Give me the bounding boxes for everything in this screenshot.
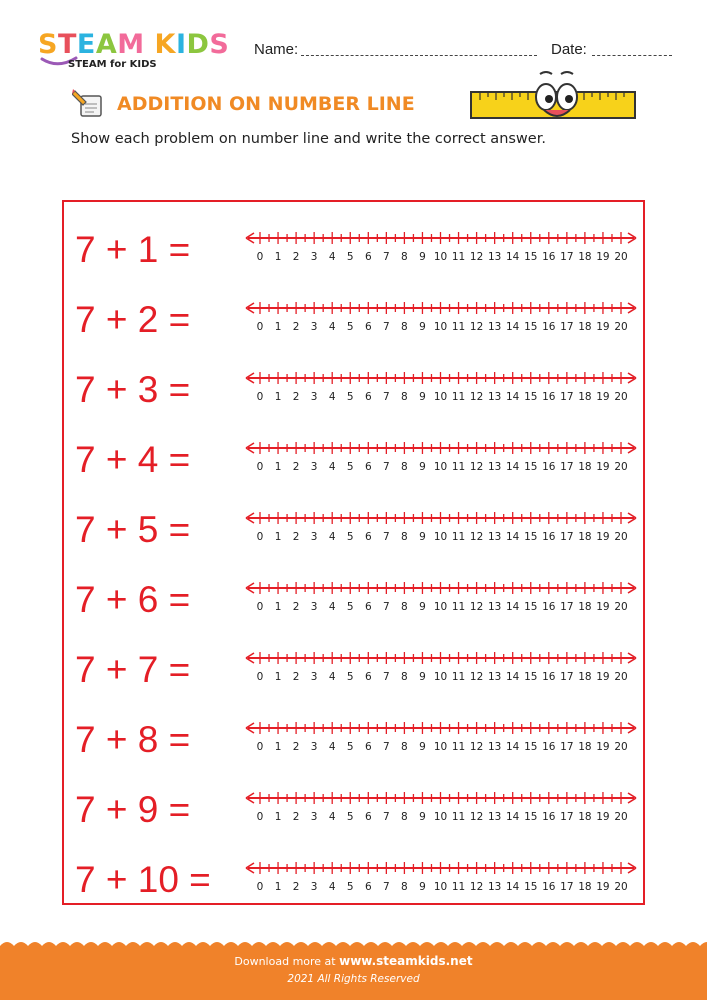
footer-wave-band bbox=[0, 938, 707, 1000]
number-line-label: 17 bbox=[560, 321, 574, 333]
instructions-text: Show each problem on number line and write the correct answer. bbox=[71, 131, 546, 147]
number-line-label: 20 bbox=[614, 531, 628, 543]
number-line-label: 17 bbox=[560, 881, 574, 893]
number-line-label: 9 bbox=[419, 601, 426, 613]
date-label: Date: bbox=[551, 41, 587, 58]
number-line-label: 20 bbox=[614, 811, 628, 823]
number-line-label: 19 bbox=[596, 461, 610, 473]
number-line-label: 8 bbox=[401, 881, 408, 893]
number-line[interactable] bbox=[244, 788, 639, 828]
number-line-label: 19 bbox=[596, 391, 610, 403]
number-line-label: 4 bbox=[328, 671, 336, 683]
number-line-label: 13 bbox=[487, 461, 502, 473]
number-line-label: 5 bbox=[346, 321, 354, 333]
footer-copyright: 2021 All Rights Reserved bbox=[287, 973, 420, 985]
number-line-label: 8 bbox=[401, 461, 408, 473]
number-line-label: 13 bbox=[487, 671, 502, 683]
number-line-label: 19 bbox=[596, 321, 610, 333]
number-line-label: 18 bbox=[578, 741, 592, 753]
number-line-label: 2 bbox=[292, 461, 300, 473]
number-line-label: 2 bbox=[292, 251, 300, 263]
logo-tagline: STEAM for KIDS bbox=[68, 59, 157, 70]
number-line-label: 13 bbox=[487, 251, 502, 263]
number-line-label: 11 bbox=[451, 321, 466, 333]
number-line-label: 17 bbox=[560, 461, 574, 473]
number-line-label: 15 bbox=[524, 601, 538, 613]
number-line-label: 10 bbox=[433, 391, 448, 403]
number-line[interactable] bbox=[244, 438, 639, 478]
smiling-ruler-icon bbox=[470, 70, 636, 126]
number-line-label: 7 bbox=[383, 531, 390, 543]
number-line[interactable] bbox=[244, 648, 639, 688]
number-line-label: 0 bbox=[256, 461, 264, 473]
number-line-label: 9 bbox=[419, 811, 426, 823]
addition-problem: 7 + 9 = bbox=[75, 789, 191, 830]
number-line-label: 1 bbox=[274, 251, 282, 263]
number-line-label: 13 bbox=[487, 811, 502, 823]
number-line-label: 19 bbox=[596, 881, 610, 893]
addition-problem: 7 + 5 = bbox=[75, 509, 191, 550]
number-line-label: 5 bbox=[346, 531, 354, 543]
number-line-label: 8 bbox=[401, 321, 408, 333]
number-line-label: 14 bbox=[506, 391, 520, 403]
number-line-label: 15 bbox=[524, 671, 538, 683]
number-line-label: 13 bbox=[487, 391, 502, 403]
number-line-label: 4 bbox=[328, 321, 336, 333]
number-line-label: 16 bbox=[542, 321, 556, 333]
addition-problem: 7 + 2 = bbox=[75, 299, 191, 340]
number-line-label: 6 bbox=[364, 881, 372, 893]
number-line-label: 1 bbox=[274, 531, 282, 543]
number-line-label: 14 bbox=[506, 811, 520, 823]
addition-problem: 7 + 10 = bbox=[75, 859, 211, 900]
number-line-label: 9 bbox=[419, 671, 426, 683]
number-line-label: 19 bbox=[596, 531, 610, 543]
number-line-label: 18 bbox=[578, 461, 592, 473]
number-line-label: 12 bbox=[469, 741, 484, 753]
number-line-label: 19 bbox=[596, 601, 610, 613]
number-line-label: 5 bbox=[346, 881, 354, 893]
number-line-label: 17 bbox=[560, 531, 574, 543]
number-line-label: 7 bbox=[383, 741, 390, 753]
number-line-label: 12 bbox=[469, 671, 484, 683]
number-line-label: 11 bbox=[451, 531, 466, 543]
number-line-label: 0 bbox=[256, 671, 264, 683]
number-line-label: 1 bbox=[274, 321, 282, 333]
number-line-label: 11 bbox=[451, 811, 466, 823]
logo-letter: D bbox=[186, 29, 210, 60]
number-line-label: 19 bbox=[596, 251, 610, 263]
number-line-label: 17 bbox=[560, 741, 574, 753]
number-line-label: 7 bbox=[383, 391, 390, 403]
number-line-label: 7 bbox=[383, 601, 390, 613]
number-line-label: 14 bbox=[506, 251, 520, 263]
number-line-label: 20 bbox=[614, 601, 628, 613]
number-line-label: 20 bbox=[614, 251, 628, 263]
number-line-label: 1 bbox=[274, 391, 282, 403]
number-line-label: 15 bbox=[524, 811, 538, 823]
number-line-label: 6 bbox=[364, 321, 372, 333]
number-line[interactable] bbox=[244, 368, 639, 408]
number-line-label: 10 bbox=[433, 461, 448, 473]
addition-problem: 7 + 1 = bbox=[75, 229, 191, 270]
number-line-label: 2 bbox=[292, 391, 300, 403]
number-line-label: 10 bbox=[433, 251, 448, 263]
number-line-label: 18 bbox=[578, 251, 592, 263]
number-line-label: 18 bbox=[578, 601, 592, 613]
number-line-label: 14 bbox=[506, 881, 520, 893]
addition-problem: 7 + 4 = bbox=[75, 439, 191, 480]
number-line-label: 3 bbox=[310, 531, 318, 543]
number-line-label: 6 bbox=[364, 391, 372, 403]
number-line-label: 20 bbox=[614, 671, 628, 683]
number-line-label: 11 bbox=[451, 881, 466, 893]
number-line-label: 15 bbox=[524, 741, 538, 753]
number-line-label: 9 bbox=[419, 741, 426, 753]
name-label: Name: bbox=[254, 41, 299, 58]
number-line-label: 4 bbox=[328, 811, 336, 823]
number-line-label: 17 bbox=[560, 251, 574, 263]
number-line-label: 18 bbox=[578, 321, 592, 333]
number-line-label: 6 bbox=[364, 601, 372, 613]
number-line-label: 4 bbox=[328, 391, 336, 403]
number-line-label: 2 bbox=[292, 531, 300, 543]
number-line-label: 15 bbox=[524, 461, 538, 473]
number-line-label: 0 bbox=[256, 601, 264, 613]
number-line-label: 1 bbox=[274, 601, 282, 613]
number-line-label: 16 bbox=[542, 881, 556, 893]
number-line-label: 12 bbox=[469, 251, 484, 263]
number-line-label: 11 bbox=[451, 671, 466, 683]
number-line-label: 1 bbox=[274, 461, 282, 473]
footer bbox=[0, 938, 707, 1000]
number-line-label: 16 bbox=[542, 251, 556, 263]
number-line-label: 7 bbox=[383, 881, 390, 893]
number-line-label: 19 bbox=[596, 741, 610, 753]
number-line-label: 9 bbox=[419, 881, 426, 893]
number-line[interactable] bbox=[244, 578, 639, 618]
number-line-label: 15 bbox=[524, 531, 538, 543]
number-line-label: 11 bbox=[451, 601, 466, 613]
logo-letter: A bbox=[95, 29, 118, 60]
number-line-label: 11 bbox=[451, 461, 466, 473]
addition-problem: 7 + 7 = bbox=[75, 649, 191, 690]
number-line-label: 11 bbox=[451, 251, 466, 263]
number-line-label: 7 bbox=[383, 461, 390, 473]
number-line-label: 5 bbox=[346, 741, 354, 753]
number-line-label: 9 bbox=[419, 391, 426, 403]
number-line-label: 14 bbox=[506, 741, 520, 753]
number-line-label: 8 bbox=[401, 741, 408, 753]
number-line-label: 4 bbox=[328, 881, 336, 893]
footer-download-prefix: Download more at bbox=[234, 955, 336, 968]
number-line-label: 8 bbox=[401, 251, 408, 263]
number-line-label: 10 bbox=[433, 811, 448, 823]
number-line-label: 3 bbox=[310, 881, 318, 893]
logo-letter: E bbox=[76, 29, 96, 60]
number-line-label: 4 bbox=[328, 461, 336, 473]
number-line-label: 3 bbox=[310, 321, 318, 333]
number-line-label: 6 bbox=[364, 251, 372, 263]
number-line-label: 3 bbox=[310, 601, 318, 613]
number-line-label: 5 bbox=[346, 601, 354, 613]
number-line-label: 12 bbox=[469, 461, 484, 473]
number-line-label: 2 bbox=[292, 321, 300, 333]
number-line-label: 13 bbox=[487, 881, 502, 893]
number-line-label: 0 bbox=[256, 251, 264, 263]
number-line-label: 18 bbox=[578, 881, 592, 893]
number-line-label: 20 bbox=[614, 321, 628, 333]
number-line[interactable] bbox=[244, 228, 639, 268]
number-line-label: 3 bbox=[310, 811, 318, 823]
footer-website-link[interactable]: www.steamkids.net bbox=[339, 954, 473, 968]
number-line-label: 17 bbox=[560, 391, 574, 403]
number-line-label: 15 bbox=[524, 251, 538, 263]
number-line-label: 16 bbox=[542, 601, 556, 613]
number-line-label: 3 bbox=[310, 391, 318, 403]
number-line-label: 0 bbox=[256, 811, 264, 823]
number-line-label: 5 bbox=[346, 391, 354, 403]
addition-problem: 7 + 6 = bbox=[75, 579, 191, 620]
number-line-label: 8 bbox=[401, 391, 408, 403]
logo-letter: K bbox=[154, 29, 176, 60]
number-line-label: 0 bbox=[256, 531, 264, 543]
number-line-label: 9 bbox=[419, 531, 426, 543]
number-line[interactable] bbox=[244, 718, 639, 758]
number-line-label: 2 bbox=[292, 881, 300, 893]
number-line-label: 16 bbox=[542, 391, 556, 403]
number-line-label: 2 bbox=[292, 601, 300, 613]
number-line-label: 17 bbox=[560, 601, 574, 613]
number-line-label: 5 bbox=[346, 671, 354, 683]
number-line-label: 4 bbox=[328, 251, 336, 263]
number-line-label: 1 bbox=[274, 811, 282, 823]
number-line-label: 2 bbox=[292, 811, 300, 823]
number-line-label: 14 bbox=[506, 531, 520, 543]
number-line-label: 15 bbox=[524, 391, 538, 403]
number-line-label: 5 bbox=[346, 461, 354, 473]
number-line-label: 10 bbox=[433, 671, 448, 683]
logo-letter bbox=[145, 31, 155, 59]
number-line-label: 17 bbox=[560, 811, 574, 823]
number-line-label: 0 bbox=[256, 881, 264, 893]
number-line-label: 7 bbox=[383, 321, 390, 333]
footer-download-line bbox=[0, 954, 707, 968]
logo-letter: T bbox=[57, 29, 77, 60]
number-line-label: 6 bbox=[364, 461, 372, 473]
number-line-label: 12 bbox=[469, 881, 484, 893]
number-line-label: 3 bbox=[310, 251, 318, 263]
number-line-label: 0 bbox=[256, 741, 264, 753]
date-field[interactable] bbox=[592, 55, 672, 56]
number-line-label: 9 bbox=[419, 321, 426, 333]
logo-letter: M bbox=[117, 29, 145, 60]
number-line-label: 19 bbox=[596, 671, 610, 683]
number-line-label: 16 bbox=[542, 531, 556, 543]
logo-letter: S bbox=[38, 29, 58, 60]
number-line-label: 16 bbox=[542, 671, 556, 683]
number-line-label: 16 bbox=[542, 461, 556, 473]
worksheet-title: ADDITION ON NUMBER LINE bbox=[117, 93, 415, 115]
addition-problem: 7 + 3 = bbox=[75, 369, 191, 410]
logo-letter: I bbox=[175, 29, 187, 60]
number-line-label: 0 bbox=[256, 321, 264, 333]
number-line-label: 20 bbox=[614, 741, 628, 753]
name-field[interactable] bbox=[301, 55, 537, 56]
number-line-label: 8 bbox=[401, 811, 408, 823]
number-line-label: 1 bbox=[274, 881, 282, 893]
number-line-label: 8 bbox=[401, 601, 408, 613]
number-line-label: 6 bbox=[364, 741, 372, 753]
number-line-label: 16 bbox=[542, 741, 556, 753]
number-line-label: 11 bbox=[451, 391, 466, 403]
number-line-label: 9 bbox=[419, 461, 426, 473]
number-line-label: 8 bbox=[401, 671, 408, 683]
number-line[interactable] bbox=[244, 508, 639, 548]
number-line-label: 13 bbox=[487, 741, 502, 753]
number-line[interactable] bbox=[244, 858, 639, 898]
number-line-label: 13 bbox=[487, 321, 502, 333]
number-line-label: 12 bbox=[469, 811, 484, 823]
number-line-label: 14 bbox=[506, 461, 520, 473]
number-line-label: 10 bbox=[433, 321, 448, 333]
number-line-label: 18 bbox=[578, 531, 592, 543]
number-line-label: 18 bbox=[578, 671, 592, 683]
number-line-label: 4 bbox=[328, 741, 336, 753]
number-line-label: 6 bbox=[364, 531, 372, 543]
number-line-label: 6 bbox=[364, 671, 372, 683]
number-line-label: 12 bbox=[469, 601, 484, 613]
number-line-label: 16 bbox=[542, 811, 556, 823]
number-line-label: 4 bbox=[328, 601, 336, 613]
addition-problem: 7 + 8 = bbox=[75, 719, 191, 760]
number-line-label: 10 bbox=[433, 531, 448, 543]
number-line-label: 13 bbox=[487, 531, 502, 543]
number-line-label: 6 bbox=[364, 811, 372, 823]
number-line-label: 19 bbox=[596, 811, 610, 823]
number-line-label: 3 bbox=[310, 461, 318, 473]
number-line-label: 14 bbox=[506, 601, 520, 613]
number-line-label: 20 bbox=[614, 461, 628, 473]
number-line-label: 12 bbox=[469, 321, 484, 333]
number-line-label: 14 bbox=[506, 321, 520, 333]
number-line-label: 15 bbox=[524, 881, 538, 893]
number-line-label: 9 bbox=[419, 251, 426, 263]
number-line-label: 8 bbox=[401, 531, 408, 543]
number-line-label: 12 bbox=[469, 531, 484, 543]
number-line-label: 7 bbox=[383, 671, 390, 683]
number-line-label: 10 bbox=[433, 601, 448, 613]
number-line-label: 4 bbox=[328, 531, 336, 543]
number-line-label: 0 bbox=[256, 391, 264, 403]
number-line-label: 20 bbox=[614, 391, 628, 403]
number-line-label: 1 bbox=[274, 671, 282, 683]
number-line-label: 5 bbox=[346, 251, 354, 263]
number-line-label: 3 bbox=[310, 671, 318, 683]
number-line-label: 17 bbox=[560, 671, 574, 683]
pencil-paper-icon bbox=[72, 88, 106, 118]
number-line-label: 13 bbox=[487, 601, 502, 613]
number-line-label: 18 bbox=[578, 391, 592, 403]
number-line-label: 10 bbox=[433, 881, 448, 893]
logo-letter: S bbox=[209, 29, 230, 60]
number-line-label: 12 bbox=[469, 391, 484, 403]
number-line-label: 14 bbox=[506, 671, 520, 683]
number-line-label: 11 bbox=[451, 741, 466, 753]
number-line-label: 3 bbox=[310, 741, 318, 753]
number-line-label: 10 bbox=[433, 741, 448, 753]
number-line-label: 2 bbox=[292, 671, 300, 683]
number-line[interactable] bbox=[244, 298, 639, 338]
number-line-label: 2 bbox=[292, 741, 300, 753]
number-line-label: 5 bbox=[346, 811, 354, 823]
number-line-label: 18 bbox=[578, 811, 592, 823]
number-line-label: 7 bbox=[383, 251, 390, 263]
steam-kids-logo bbox=[38, 31, 238, 76]
number-line-label: 15 bbox=[524, 321, 538, 333]
number-line-label: 20 bbox=[614, 881, 628, 893]
number-line-label: 1 bbox=[274, 741, 282, 753]
number-line-label: 7 bbox=[383, 811, 390, 823]
